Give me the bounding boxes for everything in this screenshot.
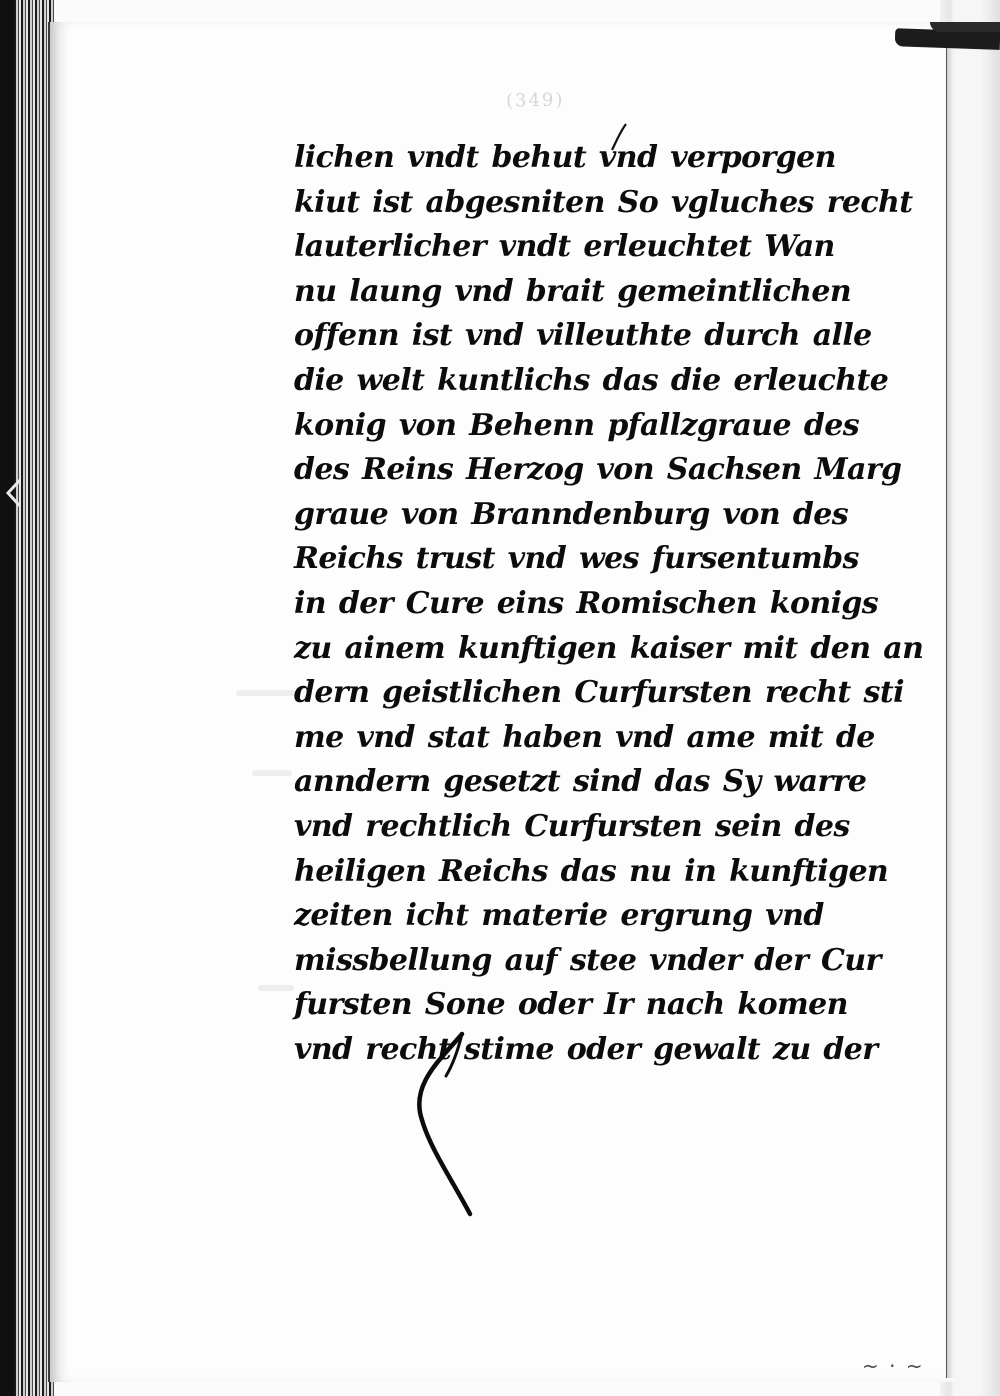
text-line: kiut ist abgesniten So vgluches recht [294, 184, 913, 220]
text-line: Reichs trust vnd wes fursentumbs [294, 541, 859, 577]
bleed-through-mark [236, 690, 296, 696]
text-line: me vnd stat haben vnd ame mit de [294, 719, 875, 755]
bottom-margin-mark: ~ · ~ [862, 1354, 925, 1378]
text-line: missbellung auf stee vnder der Cur [294, 942, 881, 978]
text-line: fursten Sone oder Ir nach komen [294, 987, 848, 1023]
text-line: anndern gesetzt sind das Sy warre [294, 764, 867, 800]
descender-flourish [400, 1030, 490, 1220]
text-line: konig von Behenn pfallzgraue des [294, 407, 859, 443]
margin-arrow-icon [2, 478, 26, 508]
text-line: dern geistlichen Curfursten recht sti [294, 675, 904, 711]
bleed-through-mark [252, 770, 292, 776]
text-line: nu laung vnd brait gemeintlichen [294, 273, 852, 309]
book-cover-edge [0, 0, 14, 1396]
text-line: vnd recht stime oder gewalt zu der [294, 1031, 878, 1067]
handwritten-text [294, 136, 930, 1072]
page-fold [946, 48, 955, 1378]
text-line: vnd rechtlich Curfursten sein des [294, 808, 850, 844]
folio-number: (349) [505, 89, 565, 112]
text-line: lichen vndt behut vnd verporgen [294, 140, 836, 175]
text-line: lauterlicher vndt erleuchtet Wan [294, 229, 835, 265]
text-line: des Reins Herzog von Sachsen Marg [294, 452, 902, 488]
binding-thread-end [930, 22, 1000, 32]
text-line: in der Cure eins Romischen konigs [294, 585, 879, 621]
text-line: zu ainem kunftigen kaiser mit den an [294, 630, 924, 666]
text-line: offenn ist vnd villeuthte durch alle [294, 318, 872, 354]
text-line: heiligen Reichs das nu in kunftigen [294, 853, 889, 889]
bleed-through-mark [258, 985, 294, 991]
text-line: graue von Branndenburg von des [294, 496, 849, 532]
text-line: die welt kuntlichs das die erleuchte [294, 362, 889, 398]
text-line: zeiten icht materie ergrung vnd [294, 898, 824, 934]
